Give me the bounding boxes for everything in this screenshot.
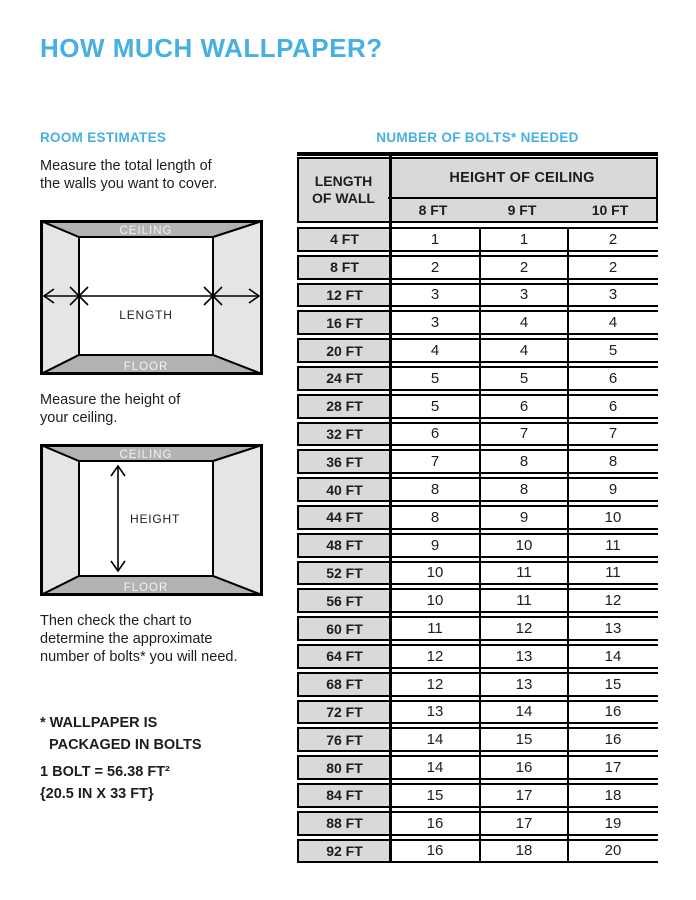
column-header-8ft: 8 FT <box>418 202 448 218</box>
length-of-wall-header: LENGTH OF WALL <box>297 157 388 223</box>
bolt-count-cell: 10 <box>515 536 533 554</box>
bolt-count-cell: 8 <box>608 453 618 471</box>
table-column-divider <box>479 227 481 863</box>
step3-line3: number of bolts* you will need. <box>40 649 238 665</box>
bolt-count-cell: 7 <box>430 453 440 471</box>
step3-line2: determine the approximate <box>40 631 213 647</box>
bolt-count-cell: 13 <box>426 703 444 721</box>
bolt-count-cell: 8 <box>430 481 440 499</box>
bolt-count-cell: 8 <box>430 508 440 526</box>
table-row <box>297 533 658 558</box>
bolt-count-cell: 14 <box>604 647 622 665</box>
wall-length-cell: 16 FT <box>299 312 390 333</box>
bolt-count-cell: 2 <box>608 230 618 248</box>
bolt-count-cell: 4 <box>608 314 618 332</box>
bolt-count-cell: 3 <box>430 314 440 332</box>
bolt-count-cell: 1 <box>519 230 529 248</box>
table-row <box>297 422 658 447</box>
length-label: LENGTH <box>119 308 173 322</box>
wall-length-cell: 32 FT <box>299 424 390 445</box>
height-of-ceiling-header: HEIGHT OF CEILING <box>388 159 656 199</box>
bolt-count-cell: 10 <box>426 564 444 582</box>
bolt-count-cell: 14 <box>426 759 444 777</box>
column-header-9ft: 9 FT <box>507 202 537 218</box>
wall-length-cell: 48 FT <box>299 535 390 556</box>
bolt-count-cell: 16 <box>515 759 533 777</box>
floor-label: FLOOR <box>123 582 169 594</box>
bolt-count-cell: 17 <box>515 786 533 804</box>
bolt-count-cell: 12 <box>426 675 444 693</box>
bolt-count-cell: 15 <box>426 786 444 804</box>
bolt-count-cell: 14 <box>515 703 533 721</box>
bolt-count-cell: 11 <box>427 620 443 638</box>
wall-length-cell: 92 FT <box>299 841 390 862</box>
wall-length-cell: 20 FT <box>299 340 390 361</box>
table-row <box>297 616 658 641</box>
bolt-count-cell: 20 <box>604 842 622 860</box>
bolt-size-info <box>40 761 170 805</box>
bolt-count-cell: 11 <box>605 564 621 582</box>
step3-line1: Then check the chart to <box>40 613 192 629</box>
table-row <box>297 283 658 308</box>
wall-length-cell: 76 FT <box>299 729 390 750</box>
wall-length-cell: 52 FT <box>299 563 390 584</box>
step2-line2: your ceiling. <box>40 410 118 426</box>
bolt-count-cell: 18 <box>604 786 622 804</box>
step1-line2: the walls you want to cover. <box>40 176 218 192</box>
table-row <box>297 700 658 725</box>
bolt-count-cell: 16 <box>604 703 622 721</box>
bolt-equation: 1 BOLT = 56.38 FT² <box>40 764 170 780</box>
table-row <box>297 644 658 669</box>
wall-length-cell: 64 FT <box>299 646 390 667</box>
bolt-count-cell: 11 <box>516 592 532 610</box>
bolt-count-cell: 4 <box>519 342 529 360</box>
bolt-count-cell: 7 <box>608 425 618 443</box>
table-column-divider <box>567 227 569 863</box>
bolt-dimensions: {20.5 IN X 33 FT} <box>40 786 154 802</box>
table-row <box>297 338 658 363</box>
wall-length-cell: 28 FT <box>299 396 390 417</box>
table-row <box>297 255 658 280</box>
table-row <box>297 449 658 474</box>
bolt-count-cell: 3 <box>608 286 618 304</box>
wall-length-cell: 4 FT <box>299 229 390 250</box>
bolt-count-cell: 19 <box>604 814 622 832</box>
table-row <box>297 783 658 808</box>
bolt-count-cell: 6 <box>430 425 440 443</box>
bolt-count-cell: 8 <box>519 481 529 499</box>
bolt-count-cell: 13 <box>515 647 533 665</box>
bolt-count-cell: 9 <box>519 508 529 526</box>
table-row <box>297 394 658 419</box>
right-wall-shape <box>213 221 262 374</box>
footnote-line2: PACKAGED IN BOLTS <box>49 737 202 753</box>
table-row <box>297 366 658 391</box>
bolt-count-cell: 13 <box>604 620 622 638</box>
bolt-count-cell: 10 <box>604 508 622 526</box>
right-wall-shape <box>213 445 262 595</box>
table-body <box>297 227 658 863</box>
bolt-count-cell: 13 <box>515 675 533 693</box>
bolt-count-cell: 10 <box>426 592 444 610</box>
height-room-diagram <box>40 444 263 596</box>
height-label: HEIGHT <box>130 512 181 526</box>
bolt-count-cell: 6 <box>519 397 529 415</box>
table-row <box>297 727 658 752</box>
bolt-count-cell: 12 <box>604 592 622 610</box>
bolt-count-cell: 8 <box>519 453 529 471</box>
table-row <box>297 561 658 586</box>
bolt-count-cell: 18 <box>515 842 533 860</box>
bolts-table <box>297 152 658 866</box>
wall-length-cell: 72 FT <box>299 702 390 723</box>
column-header-10ft: 10 FT <box>591 202 629 218</box>
bolt-count-cell: 3 <box>430 286 440 304</box>
bolt-count-cell: 4 <box>430 342 440 360</box>
step2-line1: Measure the height of <box>40 392 181 408</box>
wall-length-cell: 24 FT <box>299 368 390 389</box>
length-room-diagram <box>40 220 263 375</box>
bolt-count-cell: 16 <box>604 731 622 749</box>
bolt-count-cell: 15 <box>515 731 533 749</box>
table-row <box>297 505 658 530</box>
page-title: HOW MUCH WALLPAPER? <box>40 33 383 63</box>
wallpaper-bolts-footnote <box>40 712 202 756</box>
bolt-count-cell: 2 <box>430 258 440 276</box>
bolt-count-cell: 11 <box>605 536 621 554</box>
bolt-count-cell: 5 <box>608 342 618 360</box>
step3-instructions <box>40 612 237 666</box>
bolt-count-cell: 17 <box>604 759 622 777</box>
bolt-count-cell: 7 <box>519 425 529 443</box>
bolt-count-cell: 9 <box>430 536 440 554</box>
bolt-count-cell: 11 <box>516 564 532 582</box>
table-row <box>297 755 658 780</box>
table-row <box>297 811 658 836</box>
bolt-count-cell: 3 <box>519 286 529 304</box>
wall-length-cell: 12 FT <box>299 285 390 306</box>
bolt-count-cell: 14 <box>426 731 444 749</box>
bolt-count-cell: 2 <box>519 258 529 276</box>
wall-length-cell: 40 FT <box>299 479 390 500</box>
left-wall-shape <box>41 445 79 595</box>
bolt-count-cell: 5 <box>519 369 529 387</box>
floor-label: FLOOR <box>123 361 169 373</box>
step1-instructions <box>40 157 217 193</box>
step2-instructions <box>40 391 180 427</box>
bolt-count-cell: 16 <box>426 814 444 832</box>
ceiling-label: CEILING <box>119 225 173 237</box>
ceiling-height-columns <box>388 199 656 221</box>
bolt-count-cell: 12 <box>515 620 533 638</box>
wall-length-cell: 56 FT <box>299 590 390 611</box>
bolt-count-cell: 9 <box>608 481 618 499</box>
wall-length-cell: 88 FT <box>299 813 390 834</box>
table-row <box>297 310 658 335</box>
bolt-count-cell: 2 <box>608 258 618 276</box>
table-row <box>297 672 658 697</box>
bolt-count-cell: 6 <box>608 397 618 415</box>
table-row <box>297 477 658 502</box>
bolt-count-cell: 12 <box>426 647 444 665</box>
bolt-count-cell: 5 <box>430 369 440 387</box>
table-thick-divider <box>389 152 393 863</box>
wall-length-cell: 80 FT <box>299 757 390 778</box>
wall-length-cell: 84 FT <box>299 785 390 806</box>
wall-length-cell: 60 FT <box>299 618 390 639</box>
bolt-count-cell: 15 <box>604 675 622 693</box>
bolt-count-cell: 6 <box>608 369 618 387</box>
bolt-count-cell: 17 <box>515 814 533 832</box>
table-row <box>297 839 658 864</box>
wall-length-cell: 36 FT <box>299 451 390 472</box>
bolt-count-cell: 1 <box>430 230 440 248</box>
table-row <box>297 227 658 252</box>
table-row <box>297 588 658 613</box>
bolt-count-cell: 5 <box>430 397 440 415</box>
footnote-line1: * WALLPAPER IS <box>40 715 158 731</box>
height-of-ceiling-header-group <box>388 157 658 223</box>
bolts-needed-heading: NUMBER OF BOLTS* NEEDED <box>376 130 579 145</box>
ceiling-label: CEILING <box>119 449 173 461</box>
step1-line1: Measure the total length of <box>40 158 212 174</box>
bolt-count-cell: 4 <box>519 314 529 332</box>
bolt-count-cell: 16 <box>426 842 444 860</box>
wall-length-cell: 68 FT <box>299 674 390 695</box>
room-estimates-heading: ROOM ESTIMATES <box>40 130 167 145</box>
table-header <box>297 157 658 223</box>
wall-length-cell: 8 FT <box>299 257 390 278</box>
table-top-border <box>297 152 658 156</box>
wall-length-cell: 44 FT <box>299 507 390 528</box>
